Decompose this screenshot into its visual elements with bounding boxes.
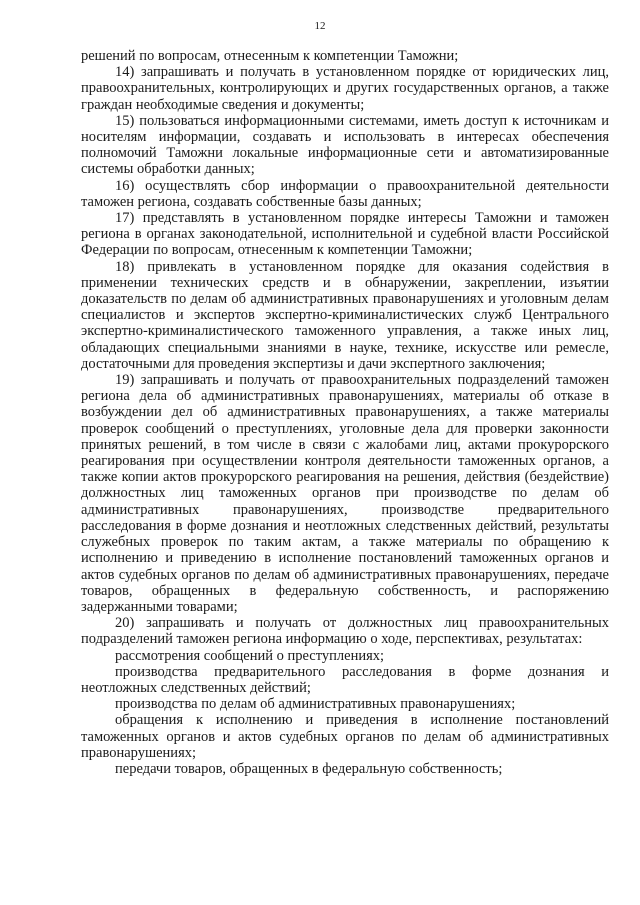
paragraph-item-14: 14) запрашивать и получать в установленном порядке от юридических лиц, правоохранительных, контролирующих и других государственных органов, а также граждан необходимые сведения и документы; <box>81 64 609 113</box>
paragraph-item-15: 15) пользоваться информационными системами, иметь доступ к источникам и носителям информации, создавать и использовать в интересах обеспечения полномочий Таможни локальные информационные сети и автоматизированные системы обработки данных; <box>81 112 609 178</box>
sub-item-goods-transfer: передачи товаров, обращенных в федеральную собственность; <box>115 760 503 777</box>
sub-item-inquiry: производства предварительного расследования в форме дознания и неотложных следственных действий; <box>81 663 609 696</box>
page-number: 12 <box>314 20 326 32</box>
paragraph-continuation: решений по вопросам, отнесенным к компетенции Таможни; <box>81 48 459 64</box>
paragraph-item-17: 17) представлять в установленном порядке интересы Таможни и таможен региона в органах законодательной, исполнительной и судебной власти Российской Федерации по вопросам, отнесенным к компетенции Таможни; <box>81 210 609 259</box>
paragraph-item-16: 16) осуществлять сбор информации о правоохранительной деятельности таможен региона, создавать собственные базы данных; <box>81 177 609 210</box>
paragraph-item-20: 20) запрашивать и получать от должностных лиц правоохранительных подразделений таможен региона информацию о ходе, перспективах, результатах: <box>81 615 609 648</box>
sub-item-reports: рассмотрения сообщений о преступлениях; <box>115 647 385 664</box>
paragraph-item-18: 18) привлекать в установленном порядке для оказания содействия в применении технических средств и в обнаружении, закреплении, изъятии доказательств по делам об административных правонарушениях и уголовным делам специалистов и экспертов экспертно-криминалистических служб Центрального экспертно-криминалистического таможенного управления, а также иных лиц, обладающих специальными знаниями в науке, технике, искусстве или ремесле, достаточными для проведения экспертизы и дачи экспертного заключения; <box>81 258 609 372</box>
sub-item-enforcement: обращения к исполнению и приведения в исполнение постановлений таможенных органов и актов судебных органов по делам об административных правонарушениях; <box>81 712 609 761</box>
paragraph-item-19: 19) запрашивать и получать от правоохранительных подразделений таможен региона дела об административных правонарушениях, материалы об отказе в возбуждении дел об административных правонарушениях, а также материалы проверок сообщений о преступлениях, уголовные дела для проверки законности принятых решений, в том числе в связи с жалобами лиц, актами прокурорского реагирования при осуществлении контроля деятельности таможенных органов, а также копии актов прокурорского реагирования на решения, действия (бездействие) должностных лиц таможенных органов при производстве по делам об административных правонарушениях, производстве предварительного расследования в форме дознания и неотложных следственных действий, результаты служебных проверок по таким актам, а также материалы по обращению к исполнению и приведению в исполнение постановлений таможенных органов и актов судебных органов по делам об административных правонарушениях, передаче товаров, обращенных в федеральную собственность, и распоряжению задержанными товарами; <box>81 372 609 615</box>
document-body <box>81 48 609 777</box>
sub-item-admin-cases: производства по делам об административных правонарушениях; <box>115 696 516 713</box>
